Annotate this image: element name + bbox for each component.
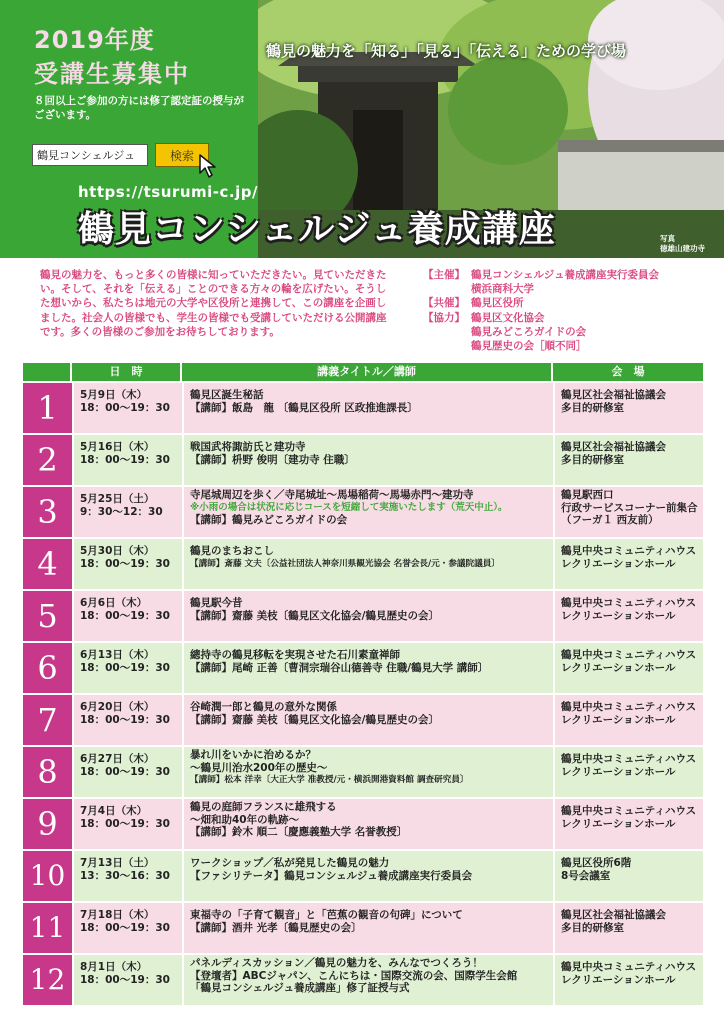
table-row: [23, 799, 703, 849]
venue-line: 鶴見中央コミュニティハウス: [561, 961, 697, 973]
organizer-name: 鶴見区文化協会: [471, 311, 545, 324]
session-number: 4: [23, 539, 72, 589]
session-datetime: [72, 695, 182, 745]
organizer-name: 鶴見コンシェルジュ養成講座実行委員会: [471, 269, 660, 281]
session-number: 5: [23, 591, 72, 641]
session-lecturer: 【講師】斎藤 文夫〔公益社団法人神奈川県観光協会 名誉会長/元・参議院議員〕: [190, 558, 500, 569]
session-venue: [553, 851, 703, 901]
session-time: 13：30〜16：30: [80, 869, 170, 882]
session-venue: [553, 903, 703, 953]
organizer-label: 【協力】: [423, 311, 465, 324]
table-row: [23, 643, 703, 693]
session-lecturer: 【講師】尾崎 正善〔曹洞宗瑞谷山德善寺 住職/鶴見大学 講師〕: [190, 661, 489, 674]
table-body: [23, 383, 703, 1005]
session-time: 18：00〜19：30: [80, 713, 170, 726]
venue-line: レクリエーションホール: [561, 557, 676, 570]
session-title: 鶴見の庭師フランスに雄飛する: [190, 801, 337, 813]
session-lecturer: 【講師】酒井 光孝〔鶴見歴史の会〕: [190, 921, 362, 934]
table-row: [23, 955, 703, 1005]
session-number: 12: [23, 955, 72, 1005]
venue-line: 鶴見中央コミュニティハウス: [561, 649, 697, 661]
table-row: [23, 539, 703, 589]
venue-line: 鶴見中央コミュニティハウス: [561, 597, 697, 609]
venue-line: 鶴見区社会福祉協議会: [561, 389, 666, 401]
session-datetime: [72, 487, 182, 537]
session-venue: [553, 591, 703, 641]
schedule-table: [23, 363, 703, 1005]
organizer-name: 鶴見区役所: [471, 297, 524, 310]
organizer-name: 鶴見みどころガイドの会: [471, 325, 587, 338]
session-venue: [553, 539, 703, 589]
venue-line: 多目的研修室: [561, 401, 624, 414]
session-date: 7月13日（土）: [80, 857, 155, 869]
session-date: 5月25日（土）: [80, 493, 155, 505]
session-title: パネルディスカッション／鶴見の魅力を、みんなでつくろう！: [190, 957, 483, 969]
venue-line: 8号会議室: [561, 869, 611, 882]
session-info: [182, 487, 553, 537]
session-venue: [553, 799, 703, 849]
session-info: [182, 903, 553, 953]
session-datetime: [72, 435, 182, 485]
cursor-icon: [198, 153, 220, 179]
session-date: 7月4日（木）: [80, 805, 148, 817]
session-venue: [553, 383, 703, 433]
session-time: 18：00〜19：30: [80, 765, 170, 778]
session-number: 11: [23, 903, 72, 953]
venue-line: レクリエーションホール: [561, 713, 676, 726]
session-time: 18：00〜19：30: [80, 557, 170, 570]
table-row: [23, 747, 703, 797]
photo-credit-label: 写真: [660, 234, 675, 243]
table-row: [23, 435, 703, 485]
table-row: [23, 695, 703, 745]
search-input[interactable]: 鶴見コンシェルジュ: [32, 144, 148, 166]
venue-line: 鶴見中央コミュニティハウス: [561, 753, 697, 765]
certificate-note: ８回以上ご参加の方には修了認定証の授与がございます。: [34, 95, 244, 121]
session-date: 6月6日（木）: [80, 597, 148, 609]
session-title: 〜鶴見川治水200年の歴史〜: [190, 761, 328, 774]
session-datetime: [72, 591, 182, 641]
session-title: 總持寺の鶴見移転を実現させた石川素童禅師: [190, 649, 400, 661]
session-date: 5月30日（木）: [80, 545, 155, 557]
venue-line: レクリエーションホール: [561, 973, 676, 986]
session-number: 6: [23, 643, 72, 693]
venue-line: 鶴見区役所6階: [561, 857, 632, 869]
session-date: 5月9日（木）: [80, 389, 148, 401]
session-number: 9: [23, 799, 72, 849]
table-row: [23, 591, 703, 641]
session-venue: [553, 695, 703, 745]
session-datetime: [72, 955, 182, 1005]
session-date: 6月20日（木）: [80, 701, 155, 713]
session-date: 6月27日（木）: [80, 753, 155, 765]
session-info: [182, 799, 553, 849]
session-time: 18：00〜19：30: [80, 401, 170, 414]
table-header: [23, 363, 703, 381]
session-number: 8: [23, 747, 72, 797]
session-datetime: [72, 747, 182, 797]
session-info: [182, 695, 553, 745]
session-datetime: [72, 851, 182, 901]
table-row: [23, 383, 703, 433]
session-time: 18：00〜19：30: [80, 973, 170, 986]
session-title: 谷崎潤一郎と鶴見の意外な関係: [190, 701, 337, 713]
venue-line: 鶴見中央コミュニティハウス: [561, 701, 697, 713]
session-venue: [553, 643, 703, 693]
session-time: 18：00〜19：30: [80, 609, 170, 622]
venue-line: レクリエーションホール: [561, 765, 676, 778]
session-info: [182, 851, 553, 901]
session-time: 18：00〜19：30: [80, 661, 170, 674]
session-time: 9：30〜12：30: [80, 505, 163, 518]
session-number: 3: [23, 487, 72, 537]
session-lecturer: 【講師】齋藤 美枝〔鶴見区文化協会/鶴見歴史の会〕: [190, 713, 439, 726]
session-info: [182, 539, 553, 589]
organizer-label: 【共催】: [423, 297, 465, 310]
session-title: 暴れ川をいかに治めるか？: [190, 749, 316, 761]
organizer-row: [423, 296, 713, 310]
venue-line: 多目的研修室: [561, 453, 624, 466]
organizer-name: 横浜商科大学: [471, 283, 534, 296]
session-venue: [553, 955, 703, 1005]
photo-credit-source: 徳雄山建功寺: [660, 244, 705, 253]
tagline: 鶴見の魅力を「知る」「見る」「伝える」ための学び場: [266, 42, 627, 60]
session-note: ※小雨の場合は状況に応じコースを短縮して実施いたします（荒天中止）。: [190, 501, 508, 513]
session-number: 10: [23, 851, 72, 901]
venue-line: レクリエーションホール: [561, 817, 676, 830]
venue-line: 鶴見駅西口: [561, 489, 614, 501]
session-number: 1: [23, 383, 72, 433]
session-date: 6月13日（木）: [80, 649, 155, 661]
intro-text: 鶴見の魅力を、もっと多くの皆様に知っていただきたい。見ていただきたい。そして、それを「伝える」ことのできる方々の輪を広げたい。そうした想いから、私たちは地元の大学や区役所と連携して、この講座を企画しました。社会人の皆様でも、学生の皆様でも受講していただける公開講座です。多くの皆様のご参加をお待ちしております。: [40, 269, 387, 338]
session-lecturer: 【ファシリテータ】鶴見コンシェルジュ養成講座実行委員会: [190, 869, 473, 882]
session-info: [182, 435, 553, 485]
venue-line: 多目的研修室: [561, 921, 624, 934]
header-number: [23, 363, 72, 381]
session-date: 7月18日（木）: [80, 909, 155, 921]
session-datetime: [72, 903, 182, 953]
header-date: 日 時: [72, 363, 182, 381]
page-title: 鶴見コンシェルジュ養成講座: [78, 209, 556, 250]
venue-line: 鶴見中央コミュニティハウス: [561, 805, 697, 817]
session-lecturer: 【講師】齋藤 美枝〔鶴見区文化協会/鶴見歴史の会〕: [190, 609, 439, 622]
session-venue: [553, 487, 703, 537]
table-row: [23, 903, 703, 953]
organizer-label: 【主催】: [423, 269, 465, 281]
venue-line: 鶴見中央コミュニティハウス: [561, 545, 697, 557]
session-venue: [553, 747, 703, 797]
session-date: 8月1日（木）: [80, 961, 148, 973]
session-datetime: [72, 383, 182, 433]
venue-line: 行政サービスコーナー前集合: [561, 501, 698, 514]
table-row: [23, 851, 703, 901]
header-title: 講義タイトル／講師: [182, 363, 553, 381]
session-number: 2: [23, 435, 72, 485]
venue-line: 鶴見区社会福祉協議会: [561, 909, 666, 921]
organizer-row: [423, 311, 713, 354]
session-number: 7: [23, 695, 72, 745]
venue-line: レクリエーションホール: [561, 661, 676, 674]
organizers: [423, 268, 713, 353]
session-info: [182, 747, 553, 797]
session-extra: 「鶴見コンシェルジュ養成講座」修了証授与式: [190, 982, 410, 994]
session-datetime: [72, 539, 182, 589]
session-title: 東福寺の「子育て観音」と「芭蕉の観音の句碑」について: [190, 909, 463, 921]
venue-line: レクリエーションホール: [561, 609, 676, 622]
venue-line: 鶴見区社会福祉協議会: [561, 441, 666, 453]
session-lecturer: 【登壇者】ABCジャパン、こんにちは・国際交流の会、国際学生会館: [190, 969, 518, 982]
recruiting-label: 受講生募集中: [34, 60, 190, 88]
session-title: 鶴見のまちおこし: [190, 545, 274, 557]
session-title: 鶴見区誕生秘話: [190, 389, 264, 401]
session-title: ワークショップ／私が発見した鶴見の魅力: [190, 857, 390, 869]
site-url[interactable]: https://tsurumi-c.jp/: [78, 183, 258, 201]
session-lecturer: 【講師】枡野 俊明〔建功寺 住職〕: [190, 453, 355, 466]
session-lecturer: 【講師】松本 洋幸〔大正大学 准教授/元・横浜開港資料館 調査研究員〕: [190, 775, 469, 785]
session-title: 寺尾城周辺を歩く／寺尾城址〜馬場稲荷〜馬場赤門〜建功寺: [190, 489, 474, 501]
photo-credit: [660, 234, 705, 254]
session-lecturer: 【講師】鶴見みどころガイドの会: [190, 514, 348, 526]
session-datetime: [72, 799, 182, 849]
session-title: 戦国武将諏訪氏と建功寺: [190, 441, 306, 453]
venue-line: （フーガ１ 西友前）: [561, 514, 659, 526]
search-button[interactable]: 検索: [155, 143, 209, 167]
session-lecturer: 【講師】鈴木 順二〔慶應義塾大学 名誉教授〕: [190, 826, 408, 838]
session-date: 5月16日（木）: [80, 441, 155, 453]
session-info: [182, 383, 553, 433]
session-lecturer: 【講師】飯島 龍 〔鶴見区役所 区政推進課長〕: [190, 401, 418, 414]
session-title: 鶴見駅今昔: [190, 597, 243, 609]
organizer-name: 鶴見歴史の会［順不同］: [471, 340, 587, 353]
year-label: 2019年度: [34, 26, 155, 54]
organizer-row: [423, 268, 713, 296]
hero: [0, 0, 724, 258]
session-time: 18：00〜19：30: [80, 817, 170, 830]
session-datetime: [72, 643, 182, 693]
session-time: 18：00〜19：30: [80, 453, 170, 466]
session-title: 〜畑和助40年の軌跡〜: [190, 813, 300, 826]
table-row: [23, 487, 703, 537]
session-time: 18：00〜19：30: [80, 921, 170, 934]
session-info: [182, 591, 553, 641]
session-info: [182, 643, 553, 693]
header-venue: 会 場: [611, 365, 645, 378]
session-venue: [553, 435, 703, 485]
session-info: [182, 955, 553, 1005]
